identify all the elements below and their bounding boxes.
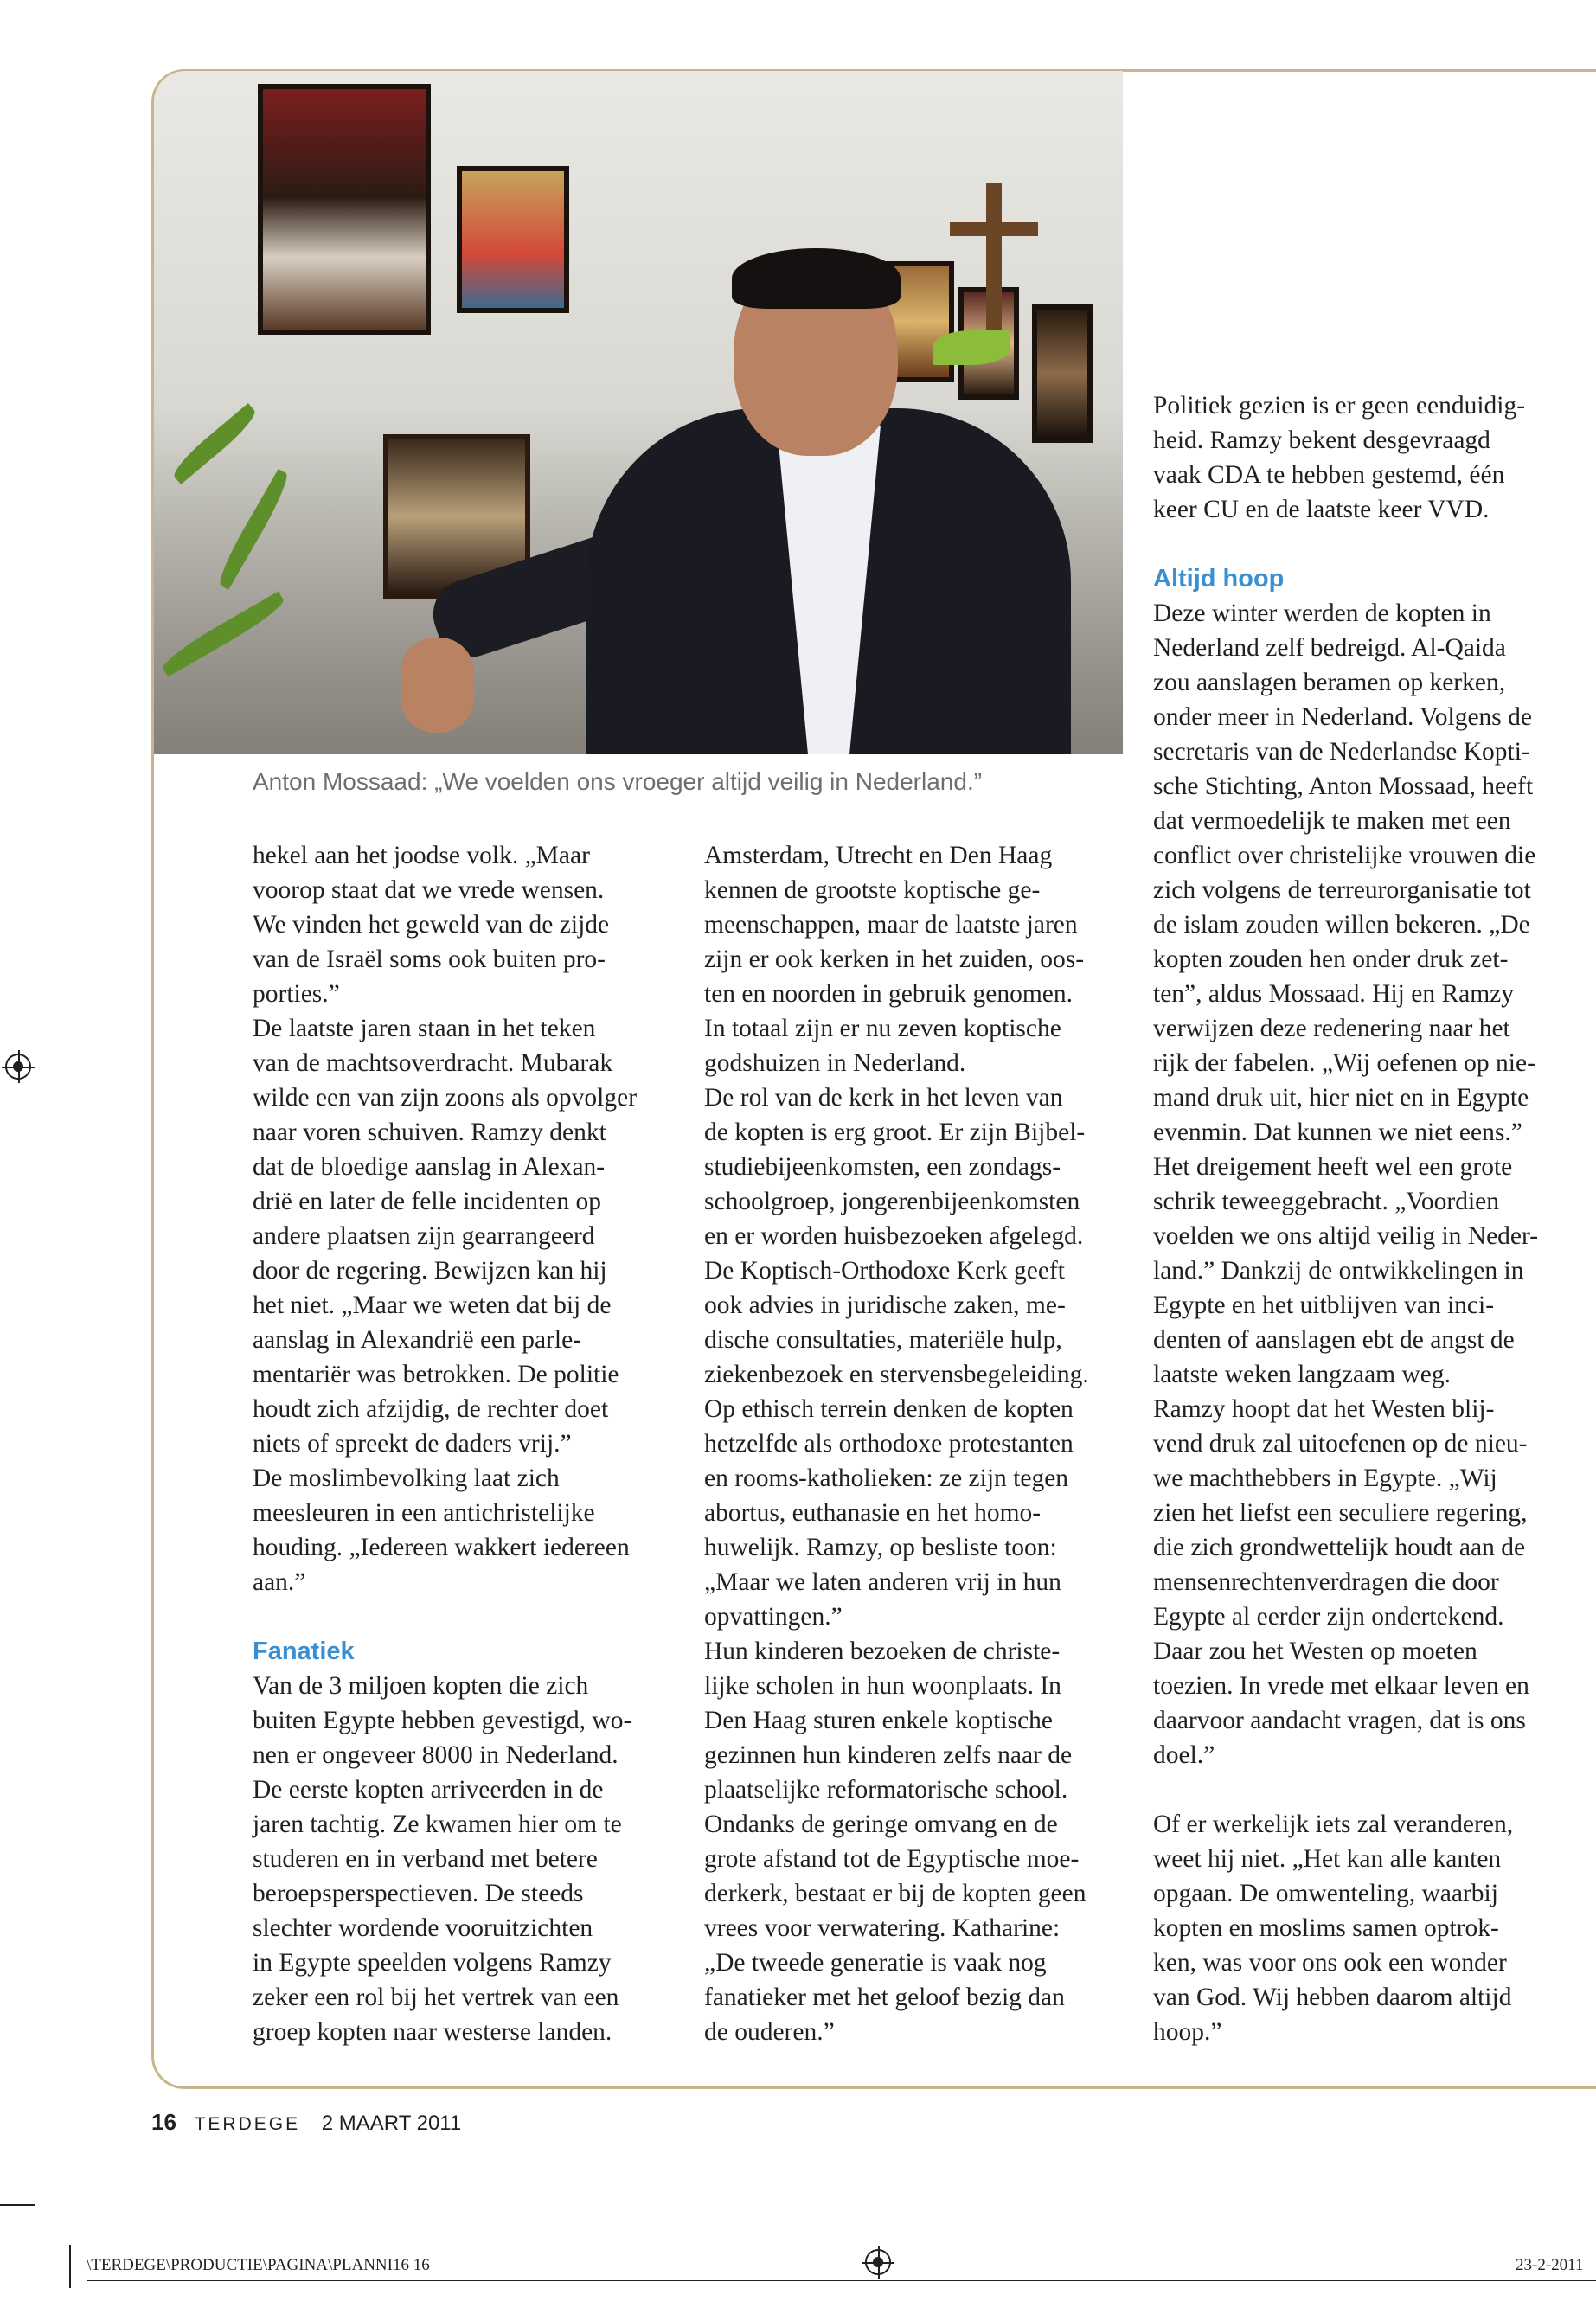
- text-line: Van de 3 miljoen kopten die zich: [253, 1672, 589, 1700]
- framed-icon: [1032, 304, 1093, 443]
- slug-date: 23-2-2011: [1516, 2256, 1584, 2274]
- text-line: dat de bloedige aanslag in Alexan-: [253, 1153, 606, 1181]
- article-column-1: [253, 838, 676, 2049]
- text-line: andere plaatsen zijn gearrangeerd: [253, 1222, 595, 1250]
- text-line: land.” Dankzij de ontwikkelingen in: [1153, 1257, 1524, 1285]
- text-line: denten of aanslagen ebt de angst de: [1153, 1326, 1515, 1354]
- page-number: 16: [151, 2109, 176, 2135]
- text-line: van God. Wij hebben daarom altijd: [1153, 1984, 1512, 2011]
- text-line: De eerste kopten arriveerden in de: [253, 1776, 604, 1804]
- text-line: zou aanslagen beramen op kerken,: [1153, 669, 1506, 696]
- text-line: van de Israël soms ook buiten pro-: [253, 945, 606, 973]
- text-line: meenschappen, maar de laatste jaren: [704, 911, 1078, 939]
- text-line: godshuizen in Nederland.: [704, 1049, 966, 1077]
- text-line: kennen de grootste koptische ge-: [704, 876, 1041, 904]
- text-line: conflict over christelijke vrouwen die: [1153, 842, 1536, 869]
- text-line: slechter wordende vooruitzichten: [253, 1914, 593, 1942]
- text-line: Deze winter werden de kopten in: [1153, 599, 1491, 627]
- crop-mark: [0, 2204, 35, 2206]
- text-line: buiten Egypte hebben gevestigd, wo-: [253, 1707, 632, 1734]
- text-line: drië en later de felle incidenten op: [253, 1188, 601, 1215]
- text-line: hetzelfde als orthodoxe protestanten: [704, 1430, 1074, 1458]
- text-line: We vinden het geweld van de zijde: [253, 911, 610, 939]
- text-line: Nederland zelf bedreigd. Al-Qaida: [1153, 634, 1506, 662]
- man-hair: [732, 248, 901, 309]
- text-line: wilde een van zijn zoons als opvolger: [253, 1084, 638, 1112]
- text-line: het niet. „Maar we weten dat bij de: [253, 1292, 612, 1319]
- column-3-text-after: [1153, 1807, 1586, 2049]
- text-line: houdt zich afzijdig, de rechter doet: [253, 1395, 609, 1423]
- text-line: en rooms-katholieken: ze zijn tegen: [704, 1465, 1069, 1492]
- column-2-text: [704, 838, 1128, 2049]
- wooden-cross: [986, 183, 1002, 348]
- text-line: Den Haag sturen enkele koptische: [704, 1707, 1054, 1734]
- text-line: van de machtsoverdracht. Mubarak: [253, 1049, 613, 1077]
- text-line: abortus, euthanasie en het homo-: [704, 1499, 1042, 1527]
- page-footer: [151, 2109, 461, 2136]
- man-hand: [401, 638, 474, 733]
- text-line: de kopten is erg groot. Er zijn Bijbel-: [704, 1118, 1086, 1146]
- text-line: schrik teweeggebracht. „Voordien: [1153, 1188, 1500, 1215]
- text-line: houding. „Iedereen wakkert iedereen: [253, 1534, 630, 1561]
- section-heading-fanatiek: Fanatiek: [253, 1638, 355, 1665]
- text-line: Op ethisch terrein denken de kopten: [704, 1395, 1074, 1423]
- column-1-text: [253, 838, 676, 1599]
- text-line: lijke scholen in hun woonplaats. In: [704, 1672, 1061, 1700]
- slug-path: \TERDEGE\PRODUCTIE\PAGINA\PLANNI16 16: [87, 2256, 430, 2274]
- text-line: laatste weken langzaam weg.: [1153, 1361, 1452, 1388]
- garland: [933, 330, 1010, 365]
- column-3-text: [1153, 596, 1586, 1772]
- text-line: aanslag in Alexandrië een parle-: [253, 1326, 582, 1354]
- registration-mark-icon: [865, 2249, 891, 2275]
- text-line: die zich grondwettelijk houdt aan de: [1153, 1534, 1526, 1561]
- text-line: derkerk, bestaat er bij de kopten geen: [704, 1880, 1086, 1907]
- column-1-text-after: [253, 1669, 676, 2049]
- text-line: groep kopten naar westerse landen.: [253, 2018, 612, 2046]
- text-line: voelden we ons altijd veilig in Neder-: [1153, 1222, 1539, 1250]
- text-line: Politiek gezien is er geen eenduidig-: [1153, 392, 1526, 420]
- text-line: vend druk zal uitoefenen op de nieu-: [1153, 1430, 1528, 1458]
- text-line: Egypte en het uitblijven van inci-: [1153, 1292, 1495, 1319]
- text-line: kopten zouden hen onder druk zet-: [1153, 945, 1509, 973]
- text-line: hekel aan het joodse volk. „Maar: [253, 842, 590, 869]
- text-line: rijk der fabelen. „Wij oefenen op nie-: [1153, 1049, 1535, 1077]
- text-line: mentariër was betrokken. De politie: [253, 1361, 619, 1388]
- text-line: niets of spreekt de daders vrij.”: [253, 1430, 572, 1458]
- text-line: De moslimbevolking laat zich: [253, 1465, 560, 1492]
- text-line: meesleuren in een antichristelijke: [253, 1499, 595, 1527]
- text-line: ziekenbezoek en stervensbegeleiding.: [704, 1361, 1089, 1388]
- text-line: de islam zouden willen bekeren. „De: [1153, 911, 1530, 939]
- text-line: ken, was voor ons ook een wonder: [1153, 1949, 1507, 1977]
- text-line: De Koptisch-Orthodoxe Kerk geeft: [704, 1257, 1065, 1285]
- text-line: opgaan. De omwenteling, waarbij: [1153, 1880, 1498, 1907]
- text-line: huwelijk. Ramzy, op besliste toon:: [704, 1534, 1057, 1561]
- text-line: mensenrechtenverdragen die door: [1153, 1568, 1499, 1596]
- text-line: keer CU en de laatste keer VVD.: [1153, 496, 1490, 523]
- article-photo: [154, 71, 1123, 754]
- text-line: studeren en in verband met betere: [253, 1845, 598, 1873]
- text-line: doel.”: [1153, 1741, 1215, 1769]
- text-line: Of er werkelijk iets zal veranderen,: [1153, 1811, 1514, 1838]
- text-line: plaatselijke reformatorische school.: [704, 1776, 1068, 1804]
- column-3-intro: [1153, 388, 1586, 527]
- text-line: secretaris van de Nederlandse Kopti-: [1153, 738, 1530, 766]
- text-line: hoop.”: [1153, 2018, 1222, 2046]
- text-line: verwijzen deze redenering naar het: [1153, 1015, 1510, 1042]
- text-line: daarvoor aandacht vragen, dat is ons: [1153, 1707, 1526, 1734]
- text-line: De laatste jaren staan in het teken: [253, 1015, 596, 1042]
- text-line: mand druk uit, hier niet en in Egypte: [1153, 1084, 1529, 1112]
- text-line: grote afstand tot de Egyptische moe-: [704, 1845, 1080, 1873]
- magazine-name: TERDEGE: [194, 2114, 301, 2134]
- slug-rule: [87, 2280, 1596, 2281]
- article-column-2: [704, 838, 1128, 2049]
- text-line: De rol van de kerk in het leven van: [704, 1084, 1063, 1112]
- text-line: Daar zou het Westen op moeten: [1153, 1638, 1477, 1665]
- text-line: jaren tachtig. Ze kwamen hier om te: [253, 1811, 622, 1838]
- text-line: weet hij niet. „Het kan alle kanten: [1153, 1845, 1502, 1873]
- text-line: Egypte al eerder zijn ondertekend.: [1153, 1603, 1504, 1631]
- text-line: en er worden huisbezoeken afgelegd.: [704, 1222, 1084, 1250]
- text-line: zien het liefst een seculiere regering,: [1153, 1499, 1528, 1527]
- text-line: de ouderen.”: [704, 2018, 835, 2046]
- text-line: Amsterdam, Utrecht en Den Haag: [704, 842, 1053, 869]
- text-line: zijn er ook kerken in het zuiden, oos-: [704, 945, 1085, 973]
- wooden-cross-bar: [950, 222, 1038, 236]
- text-line: voorop staat dat we vrede wensen.: [253, 876, 605, 904]
- text-line: studiebijeenkomsten, een zondags-: [704, 1153, 1061, 1181]
- text-line: schoolgroep, jongerenbijeenkomsten: [704, 1188, 1080, 1215]
- text-line: Ramzy hoopt dat het Westen blij-: [1153, 1395, 1495, 1423]
- text-line: evenmin. Dat kunnen we niet eens.”: [1153, 1118, 1522, 1146]
- text-line: „De tweede generatie is vaak nog: [704, 1949, 1047, 1977]
- text-line: porties.”: [253, 980, 340, 1008]
- text-line: aan.”: [253, 1568, 306, 1596]
- text-line: Het dreigement heeft wel een grote: [1153, 1153, 1513, 1181]
- framed-icon: [457, 166, 569, 313]
- text-line: in Egypte speelden volgens Ramzy: [253, 1949, 612, 1977]
- text-line: zeker een rol bij het vertrek van een: [253, 1984, 619, 2011]
- text-line: nen er ongeveer 8000 in Nederland.: [253, 1741, 619, 1769]
- text-line: vrees voor verwatering. Katharine:: [704, 1914, 1061, 1942]
- crop-mark: [69, 2245, 71, 2288]
- text-line: ten en noorden in gebruik genomen.: [704, 980, 1073, 1008]
- text-line: onder meer in Nederland. Volgens de: [1153, 703, 1533, 731]
- text-line: gezinnen hun kinderen zelfs naar de: [704, 1741, 1073, 1769]
- text-line: sche Stichting, Anton Mossaad, heeft: [1153, 772, 1534, 800]
- text-line: heid. Ramzy bekent desgevraagd: [1153, 426, 1490, 454]
- text-line: In totaal zijn er nu zeven koptische: [704, 1015, 1061, 1042]
- text-line: ook advies in juridische zaken, me-: [704, 1292, 1066, 1319]
- text-line: toezien. In vrede met elkaar leven en: [1153, 1672, 1529, 1700]
- text-line: dische consultaties, materiële hulp,: [704, 1326, 1062, 1354]
- text-line: zich volgens de terreurorganisatie tot: [1153, 876, 1531, 904]
- text-line: kopten en moslims samen optrok-: [1153, 1914, 1499, 1942]
- photo-caption: Anton Mossaad: „We voelden ons vroeger altijd veilig in Nederland.”: [253, 768, 983, 795]
- text-line: Ondanks de geringe omvang en de: [704, 1811, 1058, 1838]
- text-line: opvattingen.”: [704, 1603, 843, 1631]
- text-line: we machthebbers in Egypte. „Wij: [1153, 1465, 1497, 1492]
- section-heading-altijd-hoop: Altijd hoop: [1153, 565, 1285, 593]
- text-line: dat vermoedelijk te maken met een: [1153, 807, 1511, 835]
- text-line: naar voren schuiven. Ramzy denkt: [253, 1118, 606, 1146]
- text-line: door de regering. Bewijzen kan hij: [253, 1257, 607, 1285]
- text-line: „Maar we laten anderen vrij in hun: [704, 1568, 1061, 1596]
- article-column-3: [1153, 388, 1586, 2049]
- issue-date: 2 MAART 2011: [321, 2112, 462, 2135]
- text-line: fanatieker met het geloof bezig dan: [704, 1984, 1065, 2011]
- registration-mark-icon: [5, 1054, 31, 1080]
- text-line: beroepsperspectieven. De steeds: [253, 1880, 584, 1907]
- text-line: vaak CDA te hebben gestemd, één: [1153, 461, 1505, 489]
- text-line: ten”, aldus Mossaad. Hij en Ramzy: [1153, 980, 1515, 1008]
- framed-portrait: [258, 84, 431, 335]
- text-line: Hun kinderen bezoeken de christe-: [704, 1638, 1061, 1665]
